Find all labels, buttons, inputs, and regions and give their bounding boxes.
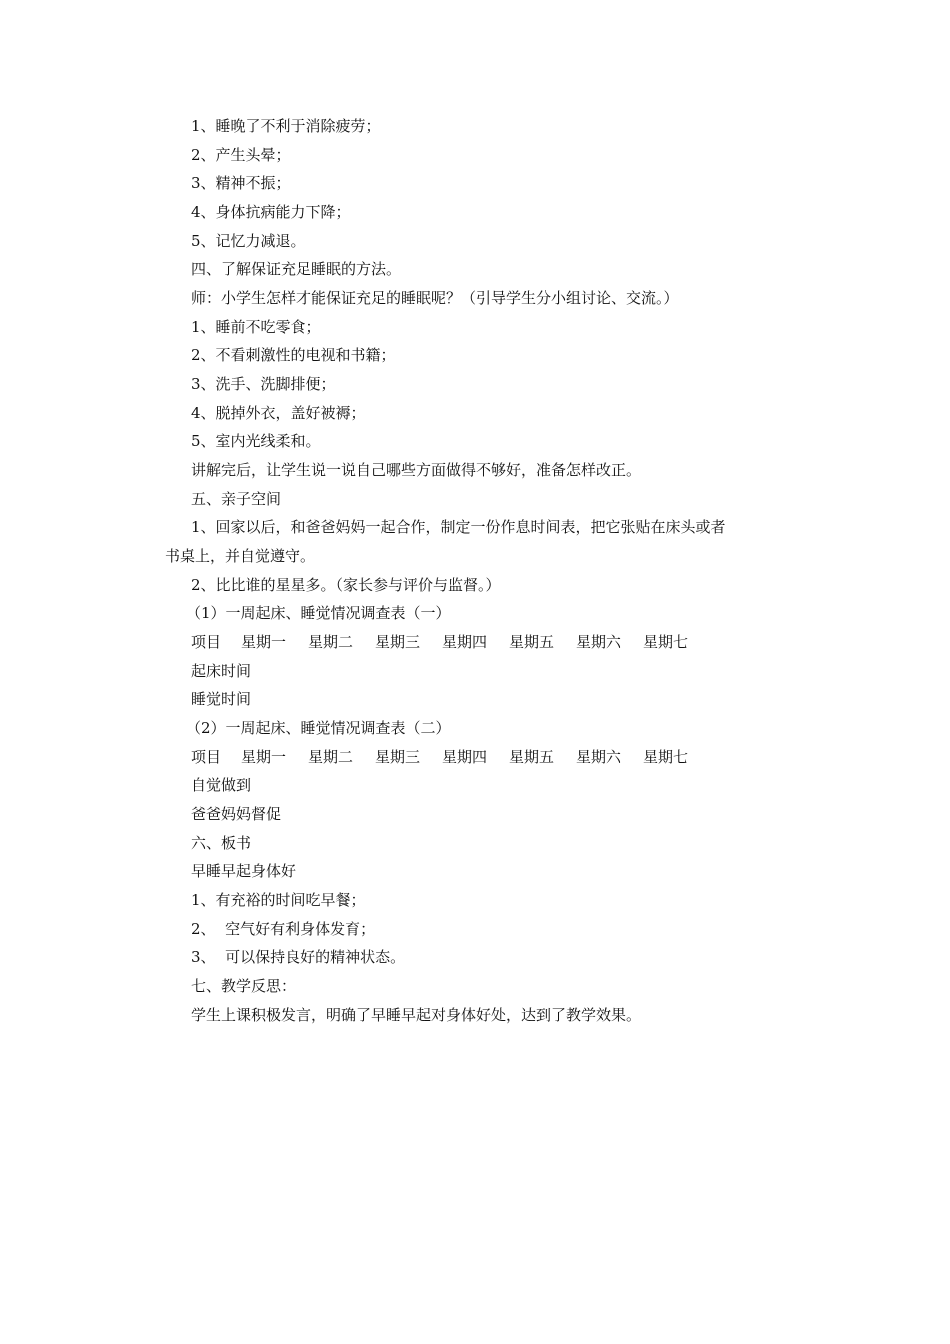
- table-header-cell: 星期六: [576, 748, 622, 766]
- text-line: 3、 可以保持良好的精神状态。: [191, 948, 406, 966]
- text-line: 1、有充裕的时间吃早餐；: [191, 891, 366, 909]
- table-row-label: 起床时间: [191, 662, 252, 680]
- table-header-row: [191, 747, 710, 767]
- text-line: 学生上课积极发言，明确了早睡早起对身体好处，达到了教学效果。: [191, 1006, 642, 1024]
- table-header-cell: 星期一: [241, 633, 287, 651]
- table-header-cell: 项目: [191, 748, 222, 766]
- text-line: 2、比比谁的星星多。（家长参与评价与监督。）: [191, 576, 501, 594]
- table-header-cell: 星期七: [643, 748, 689, 766]
- section-heading: 七、教学反思：: [191, 977, 297, 995]
- table-header-row: [191, 632, 710, 652]
- table-title: （2）一周起床、睡觉情况调查表（二）: [186, 719, 451, 737]
- text-line: 师：小学生怎样才能保证充足的睡眠呢？（引导学生分小组讨论、交流。）: [191, 289, 679, 307]
- table-header-cell: 星期二: [308, 633, 354, 651]
- section-heading: 四、了解保证充足睡眠的方法。: [191, 260, 402, 278]
- table-header-cell: 星期三: [375, 748, 421, 766]
- section-heading: 五、亲子空间: [191, 490, 282, 508]
- table-header-cell: 星期四: [442, 633, 488, 651]
- table-header-cell: 星期五: [509, 748, 555, 766]
- table-row-label: 睡觉时间: [191, 690, 252, 708]
- table-header-cell: 星期三: [375, 633, 421, 651]
- table-header-cell: 星期五: [509, 633, 555, 651]
- table-header-cell: 星期一: [241, 748, 287, 766]
- text-line: 4、脱掉外衣，盖好被褥；: [191, 404, 366, 422]
- text-line: 1、回家以后，和爸爸妈妈一起合作，制定一份作息时间表，把它张贴在床头或者: [191, 518, 726, 536]
- text-line: 1、睡晚了不利于消除疲劳；: [191, 117, 381, 135]
- table-row-label: 爸爸妈妈督促: [191, 805, 282, 823]
- section-heading: 六、板书: [191, 834, 252, 852]
- table-header-cell: 星期六: [576, 633, 622, 651]
- table-header-cell: 星期七: [643, 633, 689, 651]
- text-line: 2、产生头晕；: [191, 146, 291, 164]
- text-line: 5、室内光线柔和。: [191, 432, 321, 450]
- text-line: 4、身体抗病能力下降；: [191, 203, 351, 221]
- text-line: 2、 空气好有利身体发育；: [191, 920, 376, 938]
- table-header-cell: 项目: [191, 633, 222, 651]
- table-title: （1）一周起床、睡觉情况调查表（一）: [186, 604, 451, 622]
- text-line: 5、记忆力减退。: [191, 232, 306, 250]
- text-line: 2、不看刺激性的电视和书籍；: [191, 346, 396, 364]
- text-line: 3、洗手、洗脚排便；: [191, 375, 336, 393]
- table-row-label: 自觉做到: [191, 776, 252, 794]
- table-header-cell: 星期二: [308, 748, 354, 766]
- text-line: 书桌上，并自觉遵守。: [165, 547, 316, 565]
- text-line: 早睡早起身体好: [191, 862, 297, 880]
- table-header-cell: 星期四: [442, 748, 488, 766]
- text-line: 讲解完后，让学生说一说自己哪些方面做得不够好，准备怎样改正。: [191, 461, 642, 479]
- text-line: 1、睡前不吃零食；: [191, 318, 321, 336]
- text-line: 3、精神不振；: [191, 174, 291, 192]
